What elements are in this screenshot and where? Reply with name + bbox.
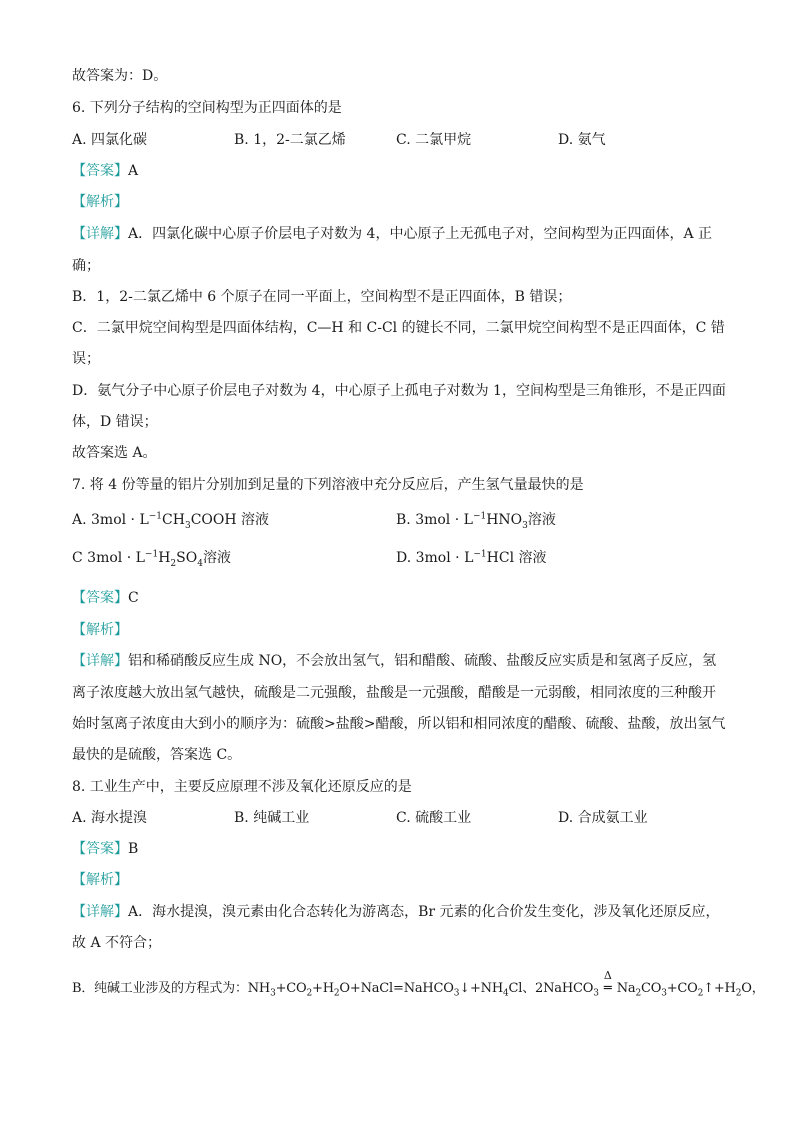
q7c-formula-2: SO	[176, 550, 198, 566]
q8-option-c: C. 硫酸工业	[396, 810, 472, 826]
q7-option-a	[72, 510, 269, 530]
eq-part: +CO	[275, 981, 307, 996]
q6-option-c: C. 二氯甲烷	[396, 132, 472, 148]
q7-option-b	[396, 510, 556, 530]
analysis-label-6: 【解析】	[72, 194, 128, 210]
detail-6-line-7: 体，D 错误；	[72, 414, 158, 430]
answer-7	[72, 588, 139, 608]
q7d-formula: HCl 溶液	[486, 550, 547, 566]
q7a-conc: A. 3mol · L	[72, 512, 149, 528]
q7b-conc: B. 3mol · L	[396, 512, 473, 528]
eq-sub: 3	[593, 988, 599, 999]
eq-part: +CO	[666, 981, 698, 996]
q7c-formula-rest: 溶液	[202, 550, 231, 566]
answer-8	[72, 839, 138, 859]
detail-text: 铝和稀硝酸反应生成 NO，不会放出氢气，铝和醋酸、硫酸、盐酸反应实质是和氢离子反应，氢	[128, 653, 717, 669]
q6-option-d: D. 氨气	[558, 132, 606, 148]
eq-part: +H	[312, 981, 334, 996]
heat-equals-sign	[599, 969, 617, 999]
q6-option-b: B. 1，2-二氯乙烯	[234, 132, 346, 148]
q7c-conc: C 3mol · L	[72, 550, 145, 566]
q7c-sub-2: 4	[197, 558, 203, 569]
question-8: 8. 工业生产中，主要反应原理不涉及氧化还原反应的是	[72, 779, 412, 795]
detail-label: 【详解】	[72, 226, 128, 242]
detail-6-line-5: 误；	[72, 351, 100, 367]
q7-option-c	[72, 548, 231, 568]
eq-part: Na	[616, 981, 636, 996]
detail-7-line-2: 离子浓度越大放出氢气越快，硫酸是二元强酸，盐酸是一元强酸，醋酸是一元弱酸，相同浓度的三种酸开	[72, 685, 716, 701]
q7a-formula-rest: COOH 溶液	[190, 512, 270, 528]
detail-7-line-1	[72, 651, 716, 671]
detail-6-line-4: C．二氯甲烷空间构型是四面体结构，C—H 和 C-Cl 的键长不同，二氯甲烷空间构型不是正四面体，C 错	[72, 320, 725, 336]
text-line: 故答案为：D。	[72, 68, 168, 84]
detail-7-line-4: 最快的是硫酸，答案选 C。	[72, 747, 242, 763]
q7b-formula-rest: 溶液	[527, 512, 556, 528]
equals-symbol: ═	[603, 981, 612, 996]
eq-sub: 2	[735, 988, 742, 999]
detail-6-line-3: B．1，2-二氯乙烯中 6 个原子在同一平面上，空间构型不是正四面体，B 错误；	[72, 289, 572, 305]
eq-part: O+NaCl=NaHCO	[339, 981, 454, 996]
eq-sub: 4	[503, 988, 509, 999]
answer-value: B	[128, 841, 139, 857]
eq-part: ↑+H	[703, 981, 736, 996]
detail-8-line-3	[72, 969, 765, 999]
eq-sub: 2	[306, 988, 313, 999]
q8-option-a: A. 海水提溴	[72, 810, 148, 826]
detail-6-line-8: 故答案选 A。	[72, 445, 157, 461]
detail-label: 【详解】	[72, 653, 128, 669]
eq-part: O，	[741, 981, 765, 996]
detail-6-line-1	[72, 224, 712, 244]
delta-symbol: Δ	[603, 969, 612, 982]
eq-sub: 2	[635, 988, 641, 999]
eq-part: Cl、2NaHCO	[508, 981, 594, 996]
q7b-sub: 3	[522, 520, 528, 531]
detail-text: A．四氯化碳中心原子价层电子对数为 4，中心原子上无孤电子对，空间构型为正四面体，A 正	[128, 226, 713, 242]
eq-sub: 2	[697, 988, 704, 999]
answer-6	[72, 161, 138, 181]
answer-value: A	[128, 163, 139, 179]
eq-part: B．纯碱工业涉及的方程式为：NH	[72, 981, 271, 996]
q7a-sub: 3	[184, 520, 191, 531]
eq-part: ↓+NH	[459, 981, 503, 996]
question-7: 7. 将 4 份等量的铝片分别加到足量的下列溶液中充分反应后，产生氢气量最快的是	[72, 477, 584, 493]
q8-option-b: B. 纯碱工业	[234, 810, 310, 826]
analysis-label-7: 【解析】	[72, 622, 128, 638]
answer-label: 【答案】	[72, 163, 128, 179]
detail-7-line-3: 始时氢离子浓度由大到小的顺序为：硫酸>盐酸>醋酸，所以铝和相同浓度的醋酸、硫酸、盐酸，放出氢气	[72, 716, 726, 732]
answer-value: C	[128, 590, 139, 606]
q6-option-a: A. 四氯化碳	[72, 132, 148, 148]
answer-label: 【答案】	[72, 841, 128, 857]
q7-option-d	[396, 548, 547, 568]
detail-6-line-2: 确；	[72, 258, 100, 274]
q7b-formula: HNO	[486, 512, 523, 528]
q7c-sub: 2	[170, 558, 177, 569]
q7d-conc: D. 3mol · L	[396, 550, 474, 566]
q7c-formula: H	[158, 550, 171, 566]
analysis-label-8: 【解析】	[72, 872, 128, 888]
eq-sub: 3	[661, 988, 667, 999]
q7c-sup: −1	[144, 549, 159, 560]
q7b-sup: −1	[472, 511, 487, 522]
question-6: 6. 下列分子结构的空间构型为正四面体的是	[72, 100, 342, 116]
detail-text: A．海水提溴，溴元素由化合态转化为游离态，Br 元素的化合价发生变化，涉及氧化还原反应，	[128, 904, 720, 920]
q7d-sup: −1	[473, 549, 487, 560]
eq-sub: 3	[453, 988, 460, 999]
detail-8-line-2: 故 A 不符合；	[72, 935, 162, 951]
detail-8-line-1	[72, 902, 720, 922]
eq-sub: 2	[333, 988, 340, 999]
detail-label: 【详解】	[72, 904, 128, 920]
detail-6-line-6: D．氨气分子中心原子价层电子对数为 4，中心原子上孤电子对数为 1，空间构型是三角锥形，不是正四面	[72, 383, 726, 399]
eq-part: CO	[640, 981, 662, 996]
eq-sub: 3	[270, 988, 276, 999]
q7a-sup: −1	[148, 511, 163, 522]
q7a-formula: CH	[162, 512, 185, 528]
answer-label: 【答案】	[72, 590, 128, 606]
q8-option-d: D. 合成氨工业	[558, 810, 648, 826]
